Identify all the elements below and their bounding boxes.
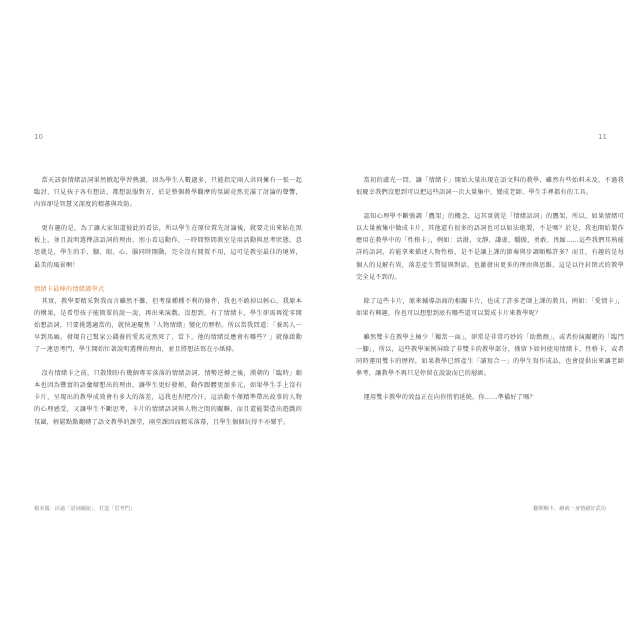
paragraph: 當天該套情緒語詞果然掀起學習熱潮，因為學生人數過多，只能指定兩人共同擁有一張一起臨討，只見孩子各有想法，都想說服對方，於是整個教學觀摩的氛圍竟然充滿了討論的聲響，內容卻是智慧又深度的精蕃與攻防。 [34,177,302,209]
right-footer: 翻開暢卡，繪就一身情緒好武功 [533,506,606,512]
section-heading: 情緒卡最棒的情緒識學式 [34,285,105,293]
left-page-body [34,175,302,441]
paragraph: 其實，教學要精采對我而言雖然不難，但考量種種不利的條件，我也不敢掉以輕心，我原本的構果，是希望孩子能簡單的說一說，再出來演戲，沒想到，有了情緒卡，學生卻需再從零開始想語詞，只要挑選適當的，就快速聚焦「人物情緒」變化的歷程。所以當我問道：「養馬人一早到馬廄，發現自己幫家公錢養的愛馬竟然死了，當下，他的情緒反應會有哪些？」就像啟動了一連思考門，學生開始忙著說明選擇的理由，並且將想法寫在小紙條。 [34,297,302,354]
paragraph: 更有趣的是，為了讓大家知道彼此的看法，所以學生在原位置先討論後，就要走出來貼在黑板上，並且說明選擇該語詞的理由，別小看這動作，一時間整間教室是用活動與思考狀態，意思就是，學生的手、腳、眼、心、腦同時開動，完全沒有閒置不用，這可是教室最佳的境界，最美的風景啊！ [34,225,302,269]
paragraph: 沒有情緒卡之前，只散期盼有幾個專零落落的情緒語詞，情勢逆轉之後，漢朝的「臨時」劇本也因為豐富的語彙辯想出的理由，讓學生更好發揮，動作跟體更加多元，如果學生手上沒有卡片，呈現出的教學成效會有多大的落差，這我也捏把冷汗。這活動不僅精準帶出故事的人物的心理感受，又讓學生不斷思考，卡片的情緒語詞與人物之間的關聯，而且還能製造出遊戲的氛圍，輕鬆點點翻轉了語文教學的課堂，兩堂課因而精采落幕，且學生個個玩得不亦樂乎。 [34,370,302,426]
paragraph: 除了這些卡片，原來輔導語商的相關卡片，也成了許多老師上課的教具，例如：「愛情卡」，如果有興趣，你也可以想想到底有哪些還可以製成卡片來教學呢？ [356,297,624,317]
paragraph: 認知心理學不斷強調「鷹架」的概念，這其實就是「情緒語詞」的鷹架，所以，如果情緒可以大量被集中做成卡片，其他還有很多的語詞也可以如法炮製，不是嗎？於是，我也開始製作應用在教學中的「性格卡」，例如：活潑、文靜、謙虛、驕傲、勇敢、畏縮……這些我們耳熟能詳的語詞，若能拿來描述人物性格，是不是讓上課的節奏與步調順暢許多？而且，有趣的是每個人的見解有異，落差產生質疑與對話，也激發出更多的理由與思維，這是以往封閉式的教學完全見不到的。 [356,213,624,281]
paragraph: 當初的盧光一問，讓「情緒卡」開始大量出現在語文科的教學，雖然有些始料未及，不過我很慶幸我們沒想到可以把這些語詞一次大量集中，變成老師、學生手裡都有的工具。 [356,177,624,197]
paragraph: 雖然雙卡在教學上極少「獨當一面」，卻常是非常巧妙的「助燃劑」，或者扮演關鍵的「臨門一腳」，所以，這些教學案例屏除了非雙卡的教學部分，僅留下如何使用情緒卡、性格卡，或者同時運用雙卡的歷程，如果教學已經產生「讀寫合一」的學生寫作成品，也會提供出來讓老師參考，讓教學不再只是停留在說說而已的層級。 [356,333,624,378]
right-page-body [356,175,624,416]
paragraph: 運用雙卡教學的效益正在向你悄悄延燒，你……準備好了嗎？ [363,394,536,402]
left-page-number: 10 [34,133,43,141]
left-footer: 楊美儀：活過「語詞圖說」，打造「思考門」 [34,506,136,512]
right-page-number: 11 [598,133,607,141]
